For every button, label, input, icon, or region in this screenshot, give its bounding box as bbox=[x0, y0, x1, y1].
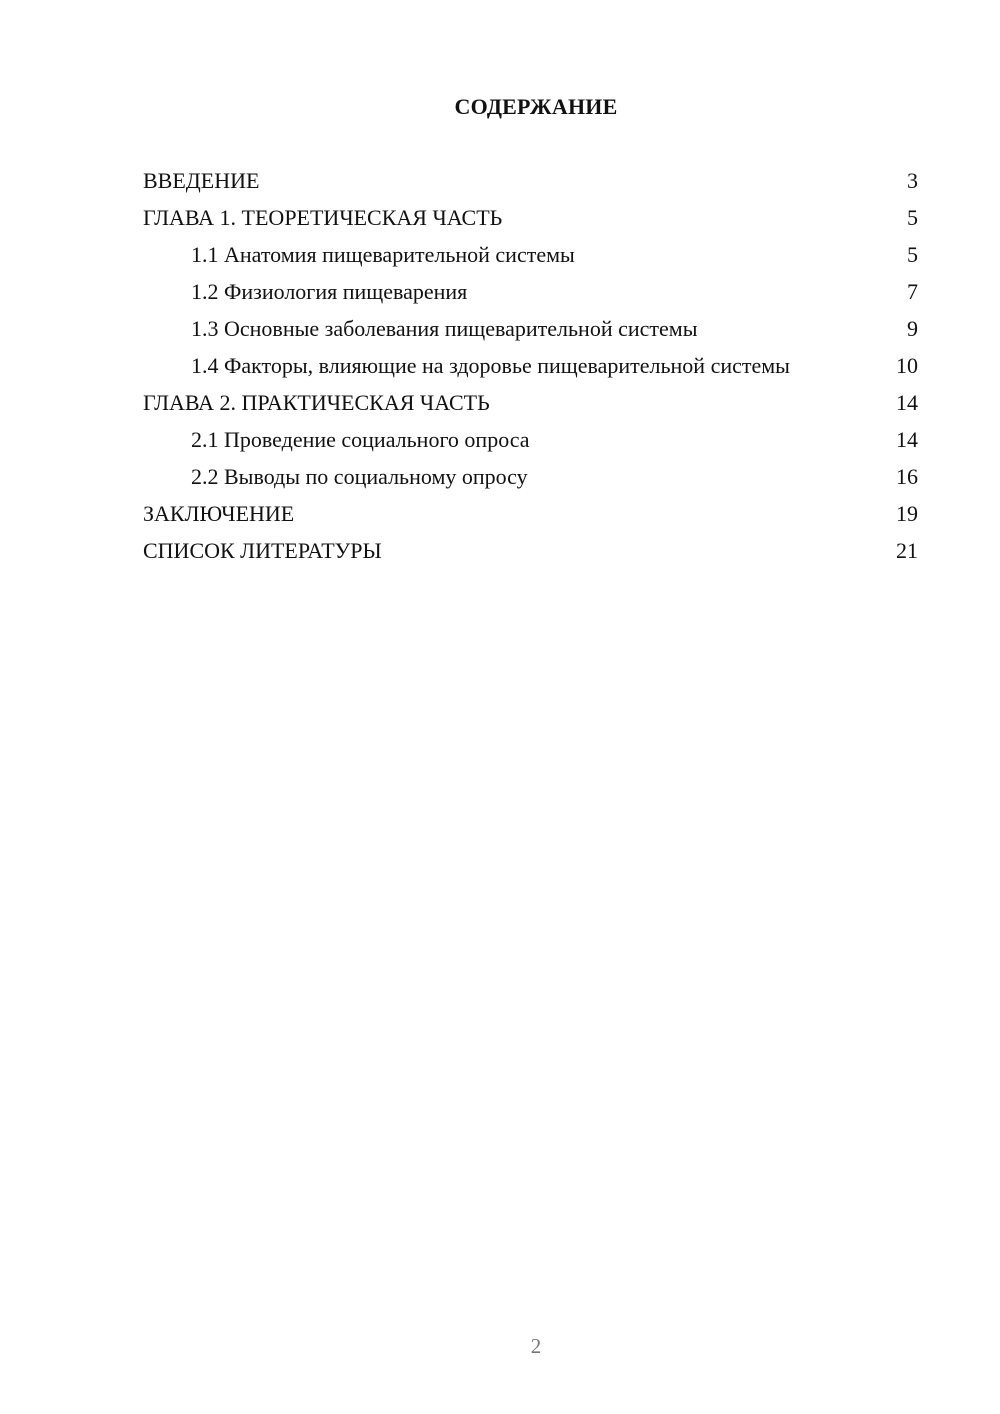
toc-entry[interactable] bbox=[143, 242, 918, 268]
toc-entry-title: 1.2 Физиология пищеварения bbox=[191, 279, 468, 304]
toc-entry[interactable] bbox=[143, 464, 918, 490]
toc-entry-title: 1.1 Анатомия пищеварительной системы bbox=[191, 242, 575, 267]
toc-entry-page: 10 bbox=[896, 353, 918, 378]
toc-entry-page: 19 bbox=[896, 501, 918, 526]
page-number: 2 bbox=[530, 1334, 542, 1358]
toc-entry-page: 21 bbox=[896, 538, 918, 563]
toc-entry-page: 14 bbox=[896, 390, 918, 415]
toc-entry-page: 14 bbox=[896, 427, 918, 452]
toc-entry-page: 3 bbox=[907, 168, 918, 193]
toc-entry-title: 1.4 Факторы, влияющие на здоровье пищеварительной системы bbox=[191, 353, 790, 378]
toc-entry[interactable] bbox=[143, 279, 918, 305]
toc-entry[interactable] bbox=[143, 353, 918, 379]
toc-entry-title: ГЛАВА 1. ТЕОРЕТИЧЕСКАЯ ЧАСТЬ bbox=[143, 205, 503, 230]
toc-entry[interactable] bbox=[143, 538, 918, 564]
toc-entry-title: ЗАКЛЮЧЕНИЕ bbox=[143, 501, 295, 526]
toc-heading: СОДЕРЖАНИЕ bbox=[454, 94, 618, 119]
toc-entry-page: 7 bbox=[907, 279, 918, 304]
toc-entry[interactable] bbox=[143, 427, 918, 453]
toc-entry-page: 5 bbox=[907, 205, 918, 230]
toc-entry[interactable] bbox=[143, 168, 918, 194]
toc-entry-page: 5 bbox=[907, 242, 918, 267]
toc-entry[interactable] bbox=[143, 316, 918, 342]
toc-entry[interactable] bbox=[143, 501, 918, 527]
toc-entry-title: 1.3 Основные заболевания пищеварительной системы bbox=[191, 316, 698, 341]
toc-entry-title: СПИСОК ЛИТЕРАТУРЫ bbox=[143, 538, 382, 563]
toc-entry-title: 2.2 Выводы по социальному опросу bbox=[191, 464, 528, 489]
toc-entry-title: ГЛАВА 2. ПРАКТИЧЕСКАЯ ЧАСТЬ bbox=[143, 390, 490, 415]
table-of-contents bbox=[143, 168, 918, 575]
toc-entry-title: 2.1 Проведение социального опроса bbox=[191, 427, 530, 452]
toc-entry[interactable] bbox=[143, 390, 918, 416]
toc-entry[interactable] bbox=[143, 205, 918, 231]
toc-entry-page: 9 bbox=[907, 316, 918, 341]
toc-entry-title: ВВЕДЕНИЕ bbox=[143, 168, 260, 193]
toc-entry-page: 16 bbox=[896, 464, 918, 489]
